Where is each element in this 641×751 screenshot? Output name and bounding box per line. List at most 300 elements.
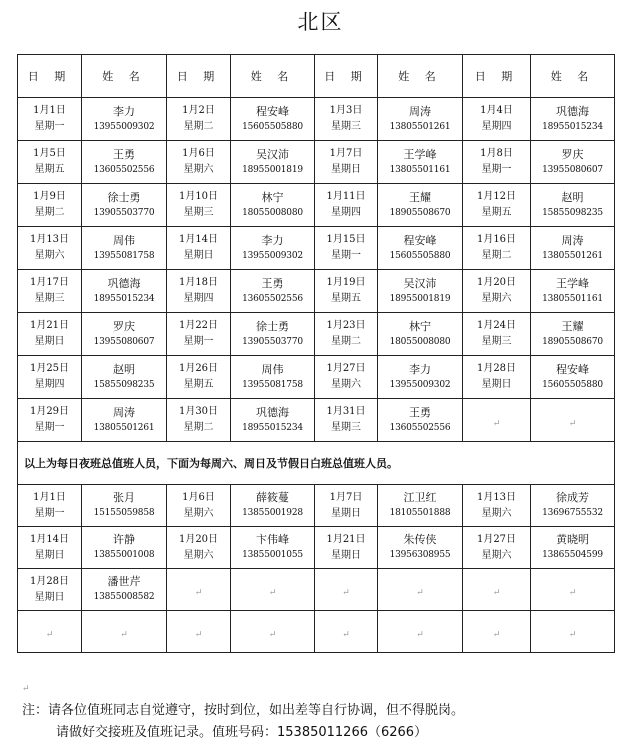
paragraph-mark-icon: ↵	[342, 630, 350, 640]
weekday-text: 星期一	[331, 250, 361, 261]
phone-number: 18955015234	[93, 293, 155, 304]
header-row	[18, 55, 615, 98]
date-cell	[315, 141, 378, 184]
person-cell	[82, 611, 167, 653]
date-text: 1月8日	[480, 148, 513, 159]
date-text: 1月4日	[480, 105, 513, 116]
date-cell	[463, 227, 531, 270]
phone-number: 13605502556	[389, 422, 451, 433]
paragraph-mark-icon: ↵	[194, 588, 203, 598]
phone-number: 13855008582	[93, 592, 155, 602]
date-text: 1月28日	[476, 363, 517, 374]
weekday-text: 星期日	[34, 336, 65, 347]
weekday-text: 星期六	[34, 250, 65, 261]
date-cell	[463, 527, 531, 569]
person-cell	[378, 141, 463, 184]
person-cell	[82, 184, 167, 227]
footer-note	[22, 700, 464, 744]
paragraph-mark-icon: ↵	[194, 630, 203, 640]
date-text: 1月27日	[326, 363, 366, 374]
weekday-text: 星期日	[183, 250, 214, 261]
person-cell	[231, 527, 315, 569]
header-name: 姓 名	[82, 55, 167, 98]
phone-number: 18955015234	[542, 121, 603, 132]
date-cell	[167, 611, 231, 653]
phone-number: 15855098235	[542, 207, 603, 218]
person-name: 周涛	[113, 405, 135, 419]
weekday-text: 星期日	[34, 591, 65, 603]
weekday-text: 星期三	[183, 207, 214, 218]
date-text: 1月31日	[326, 406, 366, 417]
person-name: 李力	[113, 104, 135, 118]
date-cell	[463, 399, 531, 442]
person-name: 程安峰	[256, 104, 289, 118]
weekday-text: 星期二	[331, 336, 361, 347]
person-cell	[82, 313, 167, 356]
date-cell	[167, 313, 231, 356]
date-cell	[315, 611, 378, 653]
date-cell	[167, 98, 231, 141]
person-cell	[531, 611, 615, 653]
phone-number: 13955009302	[242, 250, 303, 261]
phone-number: 13855001928	[242, 508, 303, 518]
person-name: 徐士勇	[256, 319, 289, 333]
date-cell	[18, 527, 82, 569]
weekday-text: 星期六	[481, 507, 512, 519]
person-name: 潘世芹	[107, 575, 141, 588]
night-row	[18, 141, 615, 184]
date-cell	[315, 270, 378, 313]
date-cell	[463, 313, 531, 356]
person-name: 巩德海	[107, 276, 141, 290]
date-cell	[463, 485, 531, 527]
weekday-text: 星期四	[331, 207, 361, 218]
person-name: 周伟	[113, 233, 135, 247]
date-text: 1月16日	[476, 234, 517, 245]
date-cell	[463, 356, 531, 399]
date-text: 1月25日	[29, 363, 70, 374]
date-text: 1月2日	[182, 105, 215, 116]
date-cell	[18, 184, 82, 227]
footer-line-2: 请做好交接班及值班记录。值班号码：15385011266（6266）	[56, 725, 428, 740]
person-cell	[531, 270, 615, 313]
night-row	[18, 356, 615, 399]
paragraph-mark-icon: ↵	[45, 630, 54, 640]
person-cell	[378, 485, 463, 527]
phone-number: 13805501261	[542, 250, 603, 261]
header-date: 日 期	[167, 55, 231, 98]
date-cell	[167, 227, 231, 270]
person-cell	[378, 98, 463, 141]
person-name: 周伟	[261, 362, 284, 376]
weekday-text: 星期四	[481, 121, 512, 132]
phone-number: 18055008080	[389, 336, 451, 347]
header-name: 姓 名	[231, 55, 315, 98]
person-cell	[531, 569, 615, 611]
date-text: 1月3日	[329, 105, 363, 116]
phone-number: 13955009302	[389, 379, 451, 390]
weekday-text: 星期六	[331, 379, 361, 390]
date-cell	[167, 184, 231, 227]
person-cell	[82, 527, 167, 569]
phone-number: 15605505880	[242, 121, 303, 132]
person-name: 赵明	[113, 362, 135, 376]
phone-number: 13956308955	[389, 550, 451, 560]
night-row	[18, 399, 615, 442]
date-text: 1月22日	[178, 320, 219, 331]
date-cell	[315, 399, 378, 442]
paragraph-mark-icon: ↵	[22, 684, 30, 694]
phone-number: 15155059858	[93, 508, 155, 518]
person-cell	[378, 227, 463, 270]
date-text: 1月14日	[178, 234, 219, 245]
person-cell	[82, 399, 167, 442]
night-row	[18, 270, 615, 313]
night-row	[18, 313, 615, 356]
date-cell	[463, 184, 531, 227]
weekday-text: 星期二	[183, 422, 214, 433]
person-cell	[231, 184, 315, 227]
date-cell	[463, 611, 531, 653]
date-cell	[315, 569, 378, 611]
date-cell	[167, 527, 231, 569]
date-cell	[18, 313, 82, 356]
weekday-text: 星期五	[34, 164, 65, 175]
date-cell	[315, 356, 378, 399]
person-cell	[378, 270, 463, 313]
date-cell	[315, 485, 378, 527]
weekday-text: 星期日	[331, 549, 361, 561]
date-text: 1月6日	[182, 491, 215, 503]
person-cell	[531, 98, 615, 141]
date-cell	[463, 98, 531, 141]
date-text: 1月18日	[178, 277, 219, 288]
date-cell	[463, 270, 531, 313]
phone-number: 15855098235	[93, 379, 155, 390]
phone-number: 18955015234	[242, 422, 303, 433]
date-cell	[315, 313, 378, 356]
person-name: 林宁	[261, 190, 284, 204]
person-name: 罗庆	[113, 319, 135, 333]
date-text: 1月21日	[326, 533, 366, 545]
date-cell	[463, 569, 531, 611]
weekday-text: 星期三	[34, 293, 65, 304]
date-text: 1月11日	[326, 191, 366, 202]
footer-line-1: 注：请各位值班同志自觉遵守，按时到位，如出差等自行协调，但不得脱岗。	[22, 703, 465, 718]
date-cell	[18, 399, 82, 442]
person-name: 周涛	[409, 104, 431, 118]
date-cell	[315, 527, 378, 569]
paragraph-mark-icon: ↵	[492, 630, 501, 640]
date-cell	[18, 356, 82, 399]
weekend-row	[18, 485, 615, 527]
date-cell	[18, 141, 82, 184]
weekday-text: 星期一	[34, 507, 65, 519]
weekday-text: 星期三	[481, 336, 512, 347]
date-text: 1月30日	[178, 406, 219, 417]
weekday-text: 星期六	[481, 293, 512, 304]
person-cell	[531, 527, 615, 569]
date-text: 1月20日	[178, 533, 219, 545]
phone-number: 13855001008	[93, 550, 155, 560]
date-cell	[315, 184, 378, 227]
person-name: 薛筱蔓	[256, 491, 289, 504]
weekday-text: 星期日	[331, 164, 361, 175]
date-cell	[18, 270, 82, 313]
date-text: 1月24日	[476, 320, 517, 331]
phone-number: 18955001819	[242, 164, 303, 175]
person-name: 徐士勇	[107, 190, 141, 204]
date-text: 1月14日	[29, 533, 70, 545]
date-text: 1月7日	[329, 491, 363, 503]
paragraph-mark-icon: ↵	[268, 588, 277, 598]
person-cell	[82, 270, 167, 313]
person-name: 林宁	[409, 319, 431, 333]
weekday-text: 星期一	[34, 121, 65, 132]
date-text: 1月26日	[178, 363, 219, 374]
weekday-text: 星期五	[481, 207, 512, 218]
person-cell	[231, 569, 315, 611]
person-cell	[82, 141, 167, 184]
person-name: 李力	[261, 233, 284, 247]
header-name: 姓 名	[531, 55, 615, 98]
weekday-text: 星期一	[183, 336, 214, 347]
person-name: 朱传侠	[403, 533, 437, 546]
person-name: 王耀	[561, 319, 584, 333]
date-text: 1月1日	[33, 491, 66, 503]
phone-number: 15605505880	[542, 379, 603, 390]
person-name: 李力	[409, 362, 431, 376]
date-text: 1月17日	[29, 277, 70, 288]
phone-number: 13605502556	[93, 164, 155, 175]
phone-number: 13696755532	[542, 508, 603, 518]
roster-body	[18, 55, 615, 653]
person-name: 程安峰	[556, 362, 589, 376]
weekday-text: 星期二	[34, 207, 65, 218]
date-text: 1月1日	[33, 105, 66, 116]
date-text: 1月19日	[326, 277, 366, 288]
header-date: 日 期	[463, 55, 531, 98]
paragraph-mark-icon: ↵	[568, 588, 577, 598]
phone-number: 18905508670	[389, 207, 451, 218]
weekday-text: 星期四	[183, 293, 214, 304]
weekday-text: 星期二	[481, 250, 512, 261]
person-name: 王勇	[409, 405, 431, 419]
person-cell	[378, 569, 463, 611]
person-name: 卞伟峰	[256, 533, 289, 546]
date-text: 1月29日	[29, 406, 70, 417]
person-name: 程安峰	[403, 233, 437, 247]
paragraph-mark-icon: ↵	[568, 418, 577, 429]
person-cell	[531, 485, 615, 527]
person-cell	[82, 356, 167, 399]
date-text: 1月13日	[29, 234, 70, 245]
date-text: 1月5日	[33, 148, 66, 159]
weekday-text: 星期三	[331, 121, 361, 132]
date-cell	[167, 141, 231, 184]
person-cell	[531, 313, 615, 356]
person-name: 巩德海	[556, 104, 589, 118]
person-cell	[231, 270, 315, 313]
phone-number: 13805501261	[389, 121, 451, 132]
person-cell	[82, 569, 167, 611]
person-name: 徐成芳	[556, 491, 589, 504]
person-name: 许静	[113, 533, 135, 546]
person-name: 王勇	[113, 147, 135, 161]
date-text: 1月7日	[329, 148, 363, 159]
person-name: 张月	[113, 491, 135, 504]
weekend-row	[18, 611, 615, 653]
person-name: 吴汉沛	[256, 147, 289, 161]
weekday-text: 星期五	[331, 293, 361, 304]
person-name: 赵明	[561, 190, 584, 204]
phone-number: 13905503770	[242, 336, 303, 347]
header-date: 日 期	[315, 55, 378, 98]
phone-number: 18105501888	[389, 508, 451, 518]
person-cell	[531, 399, 615, 442]
person-name: 王勇	[261, 276, 284, 290]
date-text: 1月15日	[326, 234, 366, 245]
weekday-text: 星期五	[183, 379, 214, 390]
person-cell	[378, 527, 463, 569]
date-cell	[315, 227, 378, 270]
duty-roster-table	[17, 54, 615, 653]
night-row	[18, 227, 615, 270]
date-cell	[167, 485, 231, 527]
person-cell	[378, 184, 463, 227]
person-cell	[378, 356, 463, 399]
phone-number: 18955001819	[389, 293, 451, 304]
person-cell	[531, 141, 615, 184]
header-name: 姓 名	[378, 55, 463, 98]
person-cell	[231, 98, 315, 141]
weekday-text: 星期六	[481, 549, 512, 561]
person-cell	[82, 98, 167, 141]
paragraph-mark-icon: ↵	[120, 630, 128, 640]
person-name: 王学峰	[403, 147, 437, 161]
date-text: 1月9日	[33, 191, 66, 202]
date-cell	[167, 569, 231, 611]
person-name: 王学峰	[556, 276, 589, 290]
date-text: 1月13日	[476, 491, 517, 503]
person-name: 黄晓明	[556, 533, 589, 546]
paragraph-mark-icon: ↵	[416, 630, 424, 640]
phone-number: 13905503770	[93, 207, 155, 218]
person-name: 吴汉沛	[403, 276, 437, 290]
person-cell	[82, 227, 167, 270]
weekday-text: 星期六	[183, 507, 214, 519]
phone-number: 13805501161	[542, 293, 603, 304]
person-cell	[231, 227, 315, 270]
person-name: 巩德海	[256, 405, 289, 419]
date-cell	[18, 611, 82, 653]
person-name: 周涛	[561, 233, 584, 247]
phone-number: 13865504599	[542, 550, 603, 560]
date-text: 1月21日	[29, 320, 70, 331]
date-text: 1月10日	[178, 191, 219, 202]
weekday-text: 星期一	[481, 164, 512, 175]
date-cell	[18, 569, 82, 611]
header-date: 日 期	[18, 55, 82, 98]
person-cell	[531, 227, 615, 270]
date-cell	[167, 399, 231, 442]
paragraph-mark-icon: ↵	[416, 588, 424, 598]
weekday-text: 星期六	[183, 549, 214, 561]
weekday-text: 星期四	[34, 379, 65, 390]
person-name: 江卫红	[403, 491, 437, 504]
weekday-text: 星期日	[481, 379, 512, 390]
weekday-text: 星期日	[34, 549, 65, 561]
date-text: 1月6日	[182, 148, 215, 159]
paragraph-mark-icon: ↵	[268, 630, 277, 640]
date-text: 1月28日	[29, 575, 70, 587]
phone-number: 15605505880	[389, 250, 451, 261]
page-title: 北区	[297, 10, 344, 34]
date-cell	[167, 356, 231, 399]
person-cell	[378, 611, 463, 653]
person-cell	[231, 356, 315, 399]
weekday-text: 星期一	[34, 422, 65, 433]
paragraph-mark-icon: ↵	[568, 630, 577, 640]
phone-number: 18055008080	[242, 207, 303, 218]
weekday-text: 星期日	[331, 507, 361, 519]
person-name: 王耀	[409, 190, 431, 204]
paragraph-mark-icon: ↵	[492, 418, 501, 429]
weekday-text: 星期三	[331, 422, 361, 433]
person-name: 罗庆	[561, 147, 584, 161]
notice-row	[18, 442, 615, 485]
paragraph-mark-icon: ↵	[492, 588, 501, 598]
phone-number: 13955080607	[542, 164, 603, 175]
person-cell	[531, 184, 615, 227]
phone-number: 13805501161	[389, 164, 451, 175]
phone-number: 13605502556	[242, 293, 303, 304]
phone-number: 13805501261	[93, 422, 155, 433]
weekday-text: 星期六	[183, 164, 214, 175]
weekend-row	[18, 527, 615, 569]
date-text: 1月20日	[476, 277, 517, 288]
phone-number: 13955080607	[93, 336, 155, 347]
person-cell	[378, 399, 463, 442]
night-row	[18, 184, 615, 227]
phone-number: 13955081758	[242, 379, 303, 390]
person-cell	[231, 141, 315, 184]
date-text: 1月27日	[476, 533, 517, 545]
person-cell	[231, 313, 315, 356]
person-cell	[231, 485, 315, 527]
date-cell	[18, 227, 82, 270]
date-text: 1月23日	[326, 320, 366, 331]
date-cell	[167, 270, 231, 313]
date-cell	[18, 98, 82, 141]
phone-number: 13955009302	[93, 121, 155, 132]
person-cell	[231, 399, 315, 442]
phone-number: 18905508670	[542, 336, 603, 347]
person-cell	[231, 611, 315, 653]
date-cell	[463, 141, 531, 184]
date-text: 1月12日	[476, 191, 517, 202]
person-cell	[531, 356, 615, 399]
paragraph-mark-icon: ↵	[342, 588, 350, 598]
night-row	[18, 98, 615, 141]
weekday-text: 星期二	[183, 121, 214, 132]
person-cell	[82, 485, 167, 527]
notice-text: 以上为每日夜班总值班人员，下面为每周六、周日及节假日白班总值班人员。	[18, 442, 615, 485]
phone-number: 13955081758	[93, 250, 155, 261]
phone-number: 13855001055	[242, 550, 303, 560]
date-cell	[18, 485, 82, 527]
weekend-row	[18, 569, 615, 611]
